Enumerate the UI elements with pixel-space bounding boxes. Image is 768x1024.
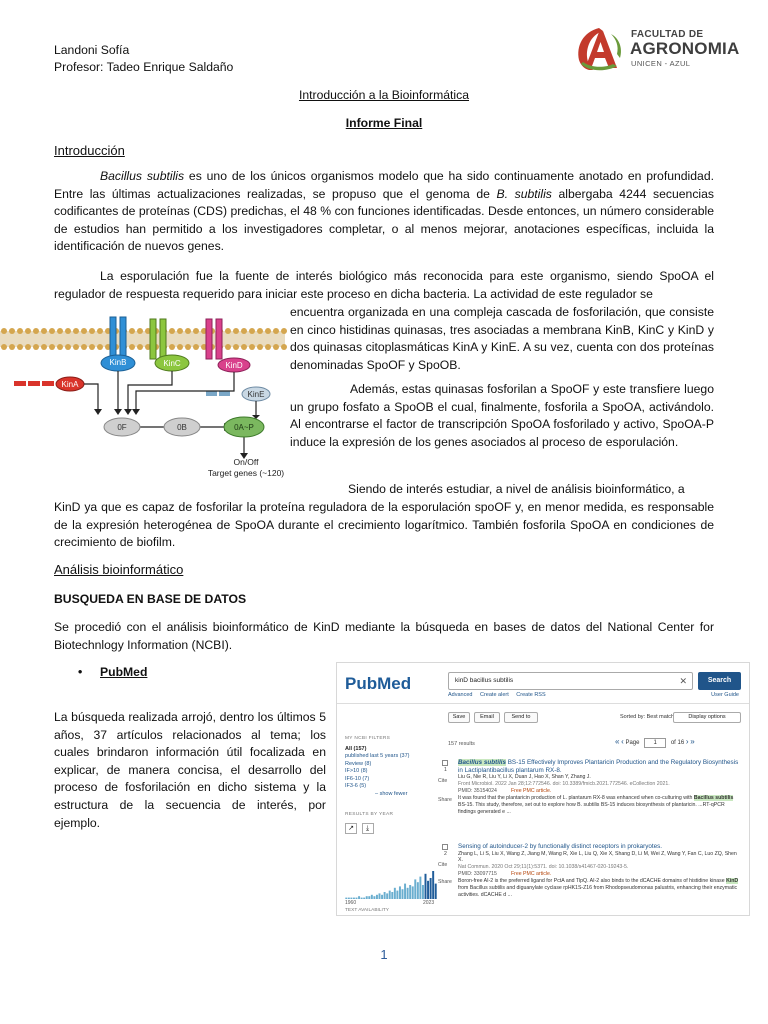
free-pmc-badge: Free PMC article. <box>510 787 552 794</box>
article-title[interactable]: Bacillus subtilis BS-15 Effectively Improves Plantaricin Production and the Regulatory Biosynthesis in Lactiplantibacillus plantarum RX-8. <box>458 759 739 774</box>
histogram-bar <box>381 895 383 899</box>
histogram-bar <box>430 878 432 899</box>
bullet-pubmed: PubMed <box>100 665 148 679</box>
user-guide-link[interactable]: User Guide <box>711 692 739 698</box>
advanced-link[interactable]: Advanced <box>448 692 473 698</box>
page-number: 1 <box>380 947 388 962</box>
filter-last5[interactable]: published last 5 years (37) <box>345 753 410 759</box>
document-title: Introducción a la Bioinformática <box>298 88 470 102</box>
histogram-bar <box>407 888 409 899</box>
results-histogram <box>345 869 437 899</box>
histogram-bar <box>358 896 360 899</box>
page-label: Page <box>625 740 640 746</box>
intro-paragraph-1 <box>54 168 714 256</box>
histogram-bar <box>427 881 429 899</box>
sort-label[interactable]: Sorted by: Best match <box>620 714 675 720</box>
article-checkbox[interactable] <box>442 760 448 766</box>
pubmed-search-input[interactable]: kinD bacillus subtilis ✕ <box>448 672 693 690</box>
histogram-bar <box>350 898 352 899</box>
professor-name: Profesor: Tadeo Enrique Saldaño <box>54 60 234 74</box>
email-button[interactable]: Email <box>474 712 500 723</box>
histogram-bar <box>363 898 365 899</box>
histogram-bar <box>404 884 406 899</box>
create-rss-link[interactable]: Create RSS <box>516 692 546 698</box>
filter-if3[interactable]: IF3-6 (5) <box>345 783 367 789</box>
save-button[interactable]: Save <box>448 712 470 723</box>
download-icon[interactable]: ⤓ <box>362 823 374 834</box>
histogram-bar <box>391 892 393 899</box>
kind-label: KinD <box>225 361 243 370</box>
histogram-bar <box>361 898 363 899</box>
article-snippet: It was found that the plantaricin production of L. plantarum RX-8 was enhanced when co-culturing with Bacillus subtilis BS-15. This study, therefore, set out to explore how B. subtilis BS-15 induces biosynthesis of plantaricin. ...RT-qPCR findings generated e ... <box>458 794 734 815</box>
target-genes-label: Target genes (~120) <box>207 468 285 478</box>
year-start: 1960 <box>345 900 357 906</box>
show-fewer-link[interactable]: – show fewer <box>375 790 408 797</box>
document-subtitle: Informe Final <box>345 116 423 130</box>
article-number: 2 <box>444 851 447 857</box>
histogram-bar <box>373 896 375 899</box>
share-button[interactable]: Share <box>438 797 452 803</box>
histogram-bar <box>414 879 416 899</box>
filters-sidebar <box>345 736 435 834</box>
histogram-bar <box>396 891 398 899</box>
intro-p1-part2: albergaba 4244 secuencias codificantes de proteínas (CDS) predichas, el 48 % con funciones identificadas. Desde entonces, un número considerable de estudios han permitido a los investigadores completar, o al menos mejorar, anotaciones específicas, incluida la identificación de nuevos genes. <box>54 186 714 254</box>
display-options-button[interactable]: Display options <box>673 712 741 723</box>
kine-protein <box>206 387 270 401</box>
faculty-logo <box>573 24 753 74</box>
histogram-bar <box>425 874 427 899</box>
page-input[interactable]: 1 <box>644 738 666 748</box>
expand-icon[interactable]: ↗ <box>345 823 357 834</box>
intro-paragraph-2-cont: encuentra organizada en una compleja cascada de fosforilación, que consiste en cinco histidinas quinasas, tres asociadas a membrana KinB, KinC y KinD y dos quinasas citoplasmáticas KinA y KinE. A su vez, cuenta con dos proteínas denominadas SpoOF y SpoOB. <box>290 305 714 372</box>
histogram-bar <box>417 882 419 899</box>
article-snippet: Boron-free AI-2 is the preferred ligand for PctA and TlpQ. AI-2 also binds to the dCACHE domains of histidine kinase KinD from Bacillus subtilis and diguanylate cyclase rpHK1S-Z16 from Rhodopseudomonas palustris, enhancing their enzymatic activities. dCACHE d ... <box>458 878 739 898</box>
first-page-icon[interactable]: « <box>615 737 620 746</box>
histogram-bar <box>368 896 370 899</box>
text-availability-caption: TEXT AVAILABILITY <box>345 908 389 913</box>
section-heading-intro: Introducción <box>54 143 125 158</box>
histogram-bar <box>371 895 373 899</box>
histogram-bar <box>402 889 404 899</box>
free-pmc-badge: Free PMC article. <box>510 871 552 878</box>
cite-button[interactable]: Cite <box>438 778 448 784</box>
pubmed-screenshot <box>336 662 750 916</box>
phosphorelay-diagram <box>0 305 290 485</box>
divider <box>337 703 749 704</box>
histogram-bar <box>376 895 378 899</box>
logo-line1: FACULTAD DE <box>631 29 704 40</box>
intro-paragraph-2: La esporulación fue la fuente de interés biológico más reconocida para este organismo, siendo SpoOA el regulador de respuesta requerido para iniciar este proceso en dicha bacteria. La actividad de este regulador se <box>54 269 714 301</box>
logo-line3: UNICEN - AZUL <box>631 59 691 68</box>
histogram-bar <box>356 898 358 899</box>
histogram-bar <box>394 888 396 899</box>
pubmed-paragraph: La búsqueda realizada arrojó, dentro los últimos 5 años, 37 artículos relacionados al tema; los cuales brindaron información útil focalizada en explicar, de manera concisa, el desarrollo del proceso de fosforilación en dicho sistema y la estructura de la secuencia de interés, por ejemplo. <box>54 710 326 830</box>
pubmed-search-button[interactable]: Search <box>698 672 741 690</box>
page-of: of 16 <box>670 740 685 746</box>
intro-paragraph-4-first: Siendo de interés estudiar, a nivel de análisis bioinformático, a <box>348 482 685 496</box>
kinc-label: KinC <box>163 359 181 368</box>
article-journal: Front Microbiol. 2022 Jan 28;12:772546. doi: 10.3389/fmicb.2021.772546. eCollection 2021. <box>458 780 670 787</box>
result-article-2 <box>438 843 743 899</box>
section-heading-analysis: Análisis bioinformático <box>54 562 184 577</box>
result-article-1 <box>438 759 743 815</box>
article-journal: Nat Commun. 2020 Oct 29;11(1):5371. doi: 10.1038/s41467-020-19243-5. <box>458 864 629 871</box>
filter-if10[interactable]: IF>10 (8) <box>345 768 368 774</box>
article-authors: Zhang L, Li S, Liu X, Wang Z, Jiang M, Wang R, Xie L, Liu Q, Xie X, Shang D, Li M, Wei Z, Wang Y, Fan C, Luo ZQ, Shen X. <box>458 850 737 864</box>
article-pmid: PMID: 35154024 <box>458 787 497 794</box>
spo0b-label: 0B <box>177 423 187 432</box>
filters-caption: MY NCBI FILTERS <box>345 736 391 741</box>
db-paragraph: Se procedió con el análisis bioinformático de KinD mediante la búsqueda en bases de datos del National Center for Biotechnlogy Information (NCBI). <box>54 620 714 652</box>
spo0f-label: 0F <box>117 423 127 432</box>
histogram-bar <box>409 885 411 899</box>
intro-p1-part1: es uno de los únicos organismos modelo que ha sido continuamente anotado en profundidad. Entre las últimas actualizaciones realizadas, se propuso que el genoma de <box>54 169 714 201</box>
logo-line2: AGRONOMIA <box>630 39 740 58</box>
histogram-bar <box>386 893 388 899</box>
article-pmid: PMID: 33097715 <box>458 871 497 878</box>
filter-all[interactable]: All (157) <box>345 746 367 752</box>
results-count: 157 results <box>448 741 475 747</box>
clear-icon[interactable]: ✕ <box>679 676 687 686</box>
create-alert-link[interactable]: Create alert <box>480 692 509 698</box>
kine-label: KinE <box>247 390 265 399</box>
histogram-bar <box>412 886 414 899</box>
share-button[interactable]: Share <box>438 879 452 885</box>
filter-review[interactable]: Review (8) <box>345 760 372 767</box>
pagination <box>615 737 695 748</box>
outcome-label: On/Off <box>233 457 259 467</box>
spo0a-label: 0A~P <box>234 423 254 432</box>
intro-paragraph-3: Además, estas quinasas fosforilan a SpoOF y este transfiere luego un grupo fosfato a SpoOB el cual, finalmente, fosforila a SpoOA, activándolo. Al encontrarse el factor de transcripción SpoOA fosforilado y activo, SpoOA-P induce la expresión de los genes asociados al proceso de esporulación. <box>290 382 714 449</box>
histogram-bar <box>389 891 391 899</box>
pubmed-links <box>448 692 552 698</box>
author-name: Landoni Sofía <box>54 43 130 57</box>
year-end: 2023 <box>423 900 435 906</box>
histogram-bar <box>422 885 424 899</box>
results-by-year-caption: RESULTS BY YEAR <box>345 812 394 817</box>
kinb-label: KinB <box>109 358 127 367</box>
article-title[interactable]: Sensing of autoinducer-2 by functionally distinct receptors in prokaryotes. <box>458 843 663 850</box>
bullet-dot: • <box>78 665 83 679</box>
cite-button[interactable]: Cite <box>438 862 448 868</box>
histogram-bar <box>399 886 401 899</box>
histogram-bar <box>366 896 368 899</box>
histogram-bar <box>432 871 434 899</box>
article-checkbox[interactable] <box>442 844 448 850</box>
kina-label: KinA <box>61 380 79 389</box>
histogram-bar <box>345 898 347 899</box>
histogram-bar <box>379 893 381 899</box>
histogram-bar <box>435 884 437 899</box>
species-abbr: B. subtilis <box>496 186 552 201</box>
send-to-button[interactable]: Send to <box>504 712 538 723</box>
db-heading: BUSQUEDA EN BASE DE DATOS <box>54 592 247 606</box>
article-authors: Liu G, Nie R, Liu Y, Li X, Duan J, Hao X, Shan Y, Zhang J. <box>458 774 591 780</box>
species-name: Bacillus subtilis <box>100 169 185 183</box>
histogram-bar <box>353 898 355 899</box>
agronomia-logo-icon <box>573 24 625 72</box>
kina-protein <box>14 377 84 391</box>
last-page-icon[interactable]: » <box>690 737 695 746</box>
filter-if6[interactable]: IF6-10 (7) <box>345 775 370 782</box>
histogram-bar <box>384 892 386 899</box>
prev-page-icon[interactable]: ‹ <box>621 737 624 746</box>
intro-paragraph-4-rest: KinD ya que es capaz de fosforilar la proteína reguladora de la esporulación spoOF y, en menor medida, es responsable de la expresión heterogénea de SpoOA durante el crecimiento logarítmico. También fosforila SpoOA en condiciones de crecimiento de biofilm. <box>54 500 714 550</box>
next-page-icon[interactable]: › <box>685 737 689 746</box>
article-number: 1 <box>444 767 447 773</box>
pubmed-logo: PubMed <box>345 674 412 693</box>
histogram-bar <box>419 877 421 899</box>
histogram-bar <box>348 898 350 899</box>
